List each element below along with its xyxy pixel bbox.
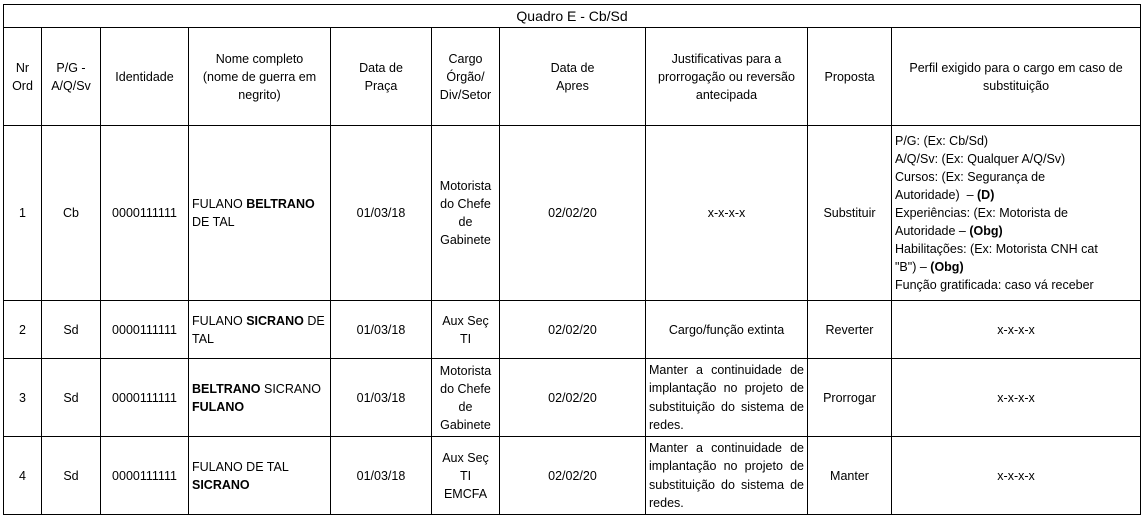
cell-justificativa: Manter a continuidade de implantação no projeto de substituição do sistema de redes. [646,437,808,515]
table-row [4,359,1141,437]
header-data-apres: Data de Apres [500,28,646,126]
header-proposta: Proposta [808,28,892,126]
cell-proposta: Reverter [808,301,892,359]
header-nr-ord: Nr Ord [4,28,42,126]
cell-pg: Sd [42,359,101,437]
cell-cargo: Motorista do Chefe de Gabinete [432,126,500,301]
cell-data-apres: 02/02/20 [500,359,646,437]
cell-nr: 4 [4,437,42,515]
cell-data-apres: 02/02/20 [500,437,646,515]
cell-nr: 1 [4,126,42,301]
cell-perfil: P/G: (Ex: Cb/Sd) A/Q/Sv: (Ex: Qualquer A/Q/Sv) Cursos: (Ex: Segurança de Autoridade) – (D) Experiências: (Ex: Motorista de Autoridade – (Obg) Habilitações: (Ex: Motorista CNH cat "B") – (Obg) Função gratificada: caso vá receber [892,126,1141,301]
cell-data-praca: 01/03/18 [331,301,432,359]
cell-nome: FULANO SICRANO DE TAL [189,301,331,359]
quadro-e-table [3,4,1141,515]
cell-data-praca: 01/03/18 [331,437,432,515]
cell-nome: FULANO DE TAL SICRANO [189,437,331,515]
cell-nr: 2 [4,301,42,359]
header-pg: P/G - A/Q/Sv [42,28,101,126]
cell-justificativa: Manter a continuidade de implantação no projeto de substituição do sistema de redes. [646,359,808,437]
cell-data-apres: 02/02/20 [500,126,646,301]
header-perfil: Perfil exigido para o cargo em caso de substituição [892,28,1141,126]
cell-identidade: 0000111111 [101,359,189,437]
cell-nome: BELTRANO SICRANO FULANO [189,359,331,437]
cell-pg: Sd [42,301,101,359]
cell-nome: FULANO BELTRANO DE TAL [189,126,331,301]
header-identidade: Identidade [101,28,189,126]
header-nome: Nome completo (nome de guerra em negrito) [189,28,331,126]
cell-cargo: Motorista do Chefe de Gabinete [432,359,500,437]
header-row [4,28,1141,126]
cell-identidade: 0000111111 [101,126,189,301]
cell-proposta: Substituir [808,126,892,301]
cell-data-apres: 02/02/20 [500,301,646,359]
cell-pg: Cb [42,126,101,301]
header-cargo: Cargo Órgão/ Div/Setor [432,28,500,126]
cell-identidade: 0000111111 [101,301,189,359]
header-data-praca: Data de Praça [331,28,432,126]
cell-proposta: Manter [808,437,892,515]
cell-nr: 3 [4,359,42,437]
cell-justificativa: x-x-x-x [646,126,808,301]
table-row [4,437,1141,515]
cell-perfil: x-x-x-x [892,437,1141,515]
cell-identidade: 0000111111 [101,437,189,515]
cell-cargo: Aux Seç TI EMCFA [432,437,500,515]
header-justificativas: Justificativas para a prorrogação ou reversão antecipada [646,28,808,126]
cell-data-praca: 01/03/18 [331,126,432,301]
cell-justificativa: Cargo/função extinta [646,301,808,359]
cell-data-praca: 01/03/18 [331,359,432,437]
table-title: Quadro E - Cb/Sd [4,5,1141,28]
cell-proposta: Prorrogar [808,359,892,437]
cell-pg: Sd [42,437,101,515]
table-row [4,301,1141,359]
cell-perfil: x-x-x-x [892,359,1141,437]
cell-perfil: x-x-x-x [892,301,1141,359]
cell-cargo: Aux Seç TI [432,301,500,359]
table-row [4,126,1141,301]
